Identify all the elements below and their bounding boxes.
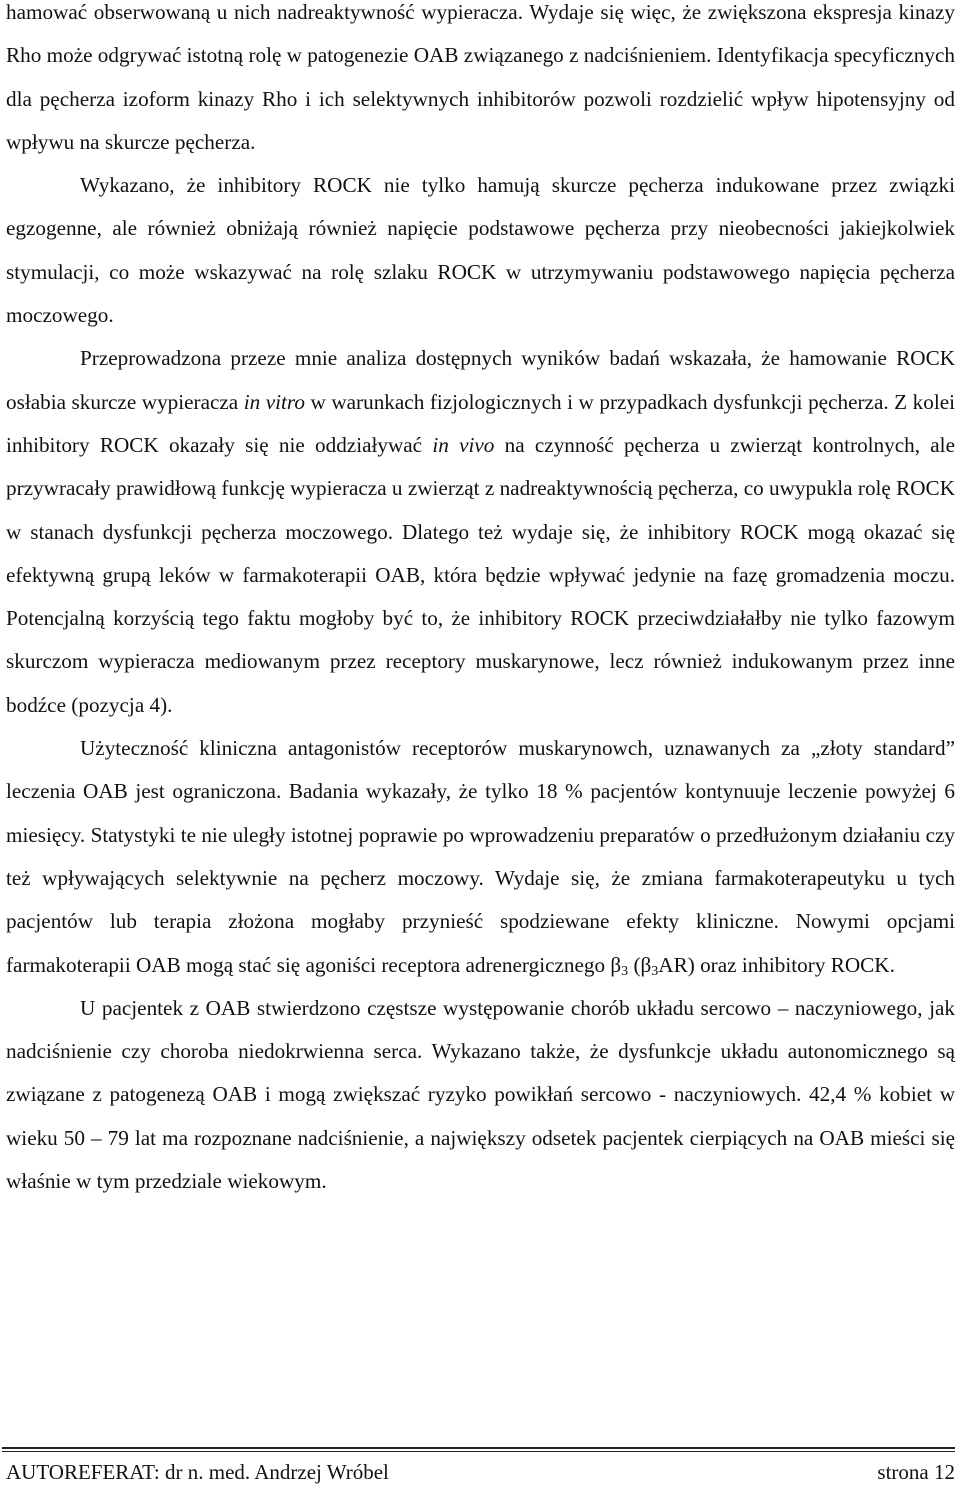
- paragraph-cardiovascular: [6, 987, 955, 1203]
- paragraph-analysis: [6, 337, 955, 727]
- document-body: [6, 0, 955, 1203]
- footer-divider: [2, 1447, 955, 1449]
- italic-term: in vivo: [432, 432, 495, 457]
- subscript: 3: [621, 963, 629, 979]
- text-run: Przeprowadzona przeze mnie analiza dostępnych wyników badań wskazała, że hamowanie ROCK osłabia skurcze wypieracza: [6, 346, 955, 414]
- text-run: AR) oraz inhibitory ROCK.: [658, 952, 895, 977]
- text-run: hamować obserwowaną u nich nadreaktywność wypieracza. Wydaje się więc, że zwiększona ekspresja kinazy Rho może odgrywać istotną rolę w patogenezie OAB związanego z nadciśnieniem. Identyfikacja specyficznych dla pęcherza izoform kinazy Rho i ich selektywnych inhibitorów pozwoli rozdzielić wpływ hipotensyjny od wpływu na skurcze pęcherza.: [6, 0, 955, 154]
- paragraph-rock-inhibitors: [6, 164, 955, 337]
- text-run: na czynność pęcherza u zwierząt kontrolnych, ale przywracały prawidłową funkcję wypieracza u zwierząt z nadreaktywnością pęcherza, co uwypukla rolę ROCK w stanach dysfunkcji pęcherza moczowego. Dlatego też wydaje się, że inhibitory ROCK mogą okazać się efektywną grupą leków w farmakoterapii OAB, która będzie wpływać jedynie na fazę gromadzenia moczu. Potencjalną korzyścią tego faktu mogłoby być to, że inhibitory ROCK przeciwdziałałby nie tylko fazowym skurczom wypieracza mediowanym przez receptory muskarynowe, lecz również indukowanym przez inne bodźce (pozycja 4).: [6, 432, 955, 717]
- text-run: Wykazano, że inhibitory ROCK nie tylko hamują skurcze pęcherza indukowane przez związki egzogenne, ale również obniżają również napięcie podstawowe pęcherza przy nieobecności jakiejkolwiek stymulacji, co może wskazywać na rolę szlaku ROCK w utrzymywaniu podstawowego napięcia pęcherza moczowego.: [6, 173, 955, 328]
- page-number: strona 12: [877, 1460, 955, 1484]
- text-run: (β: [628, 952, 652, 977]
- text-run: U pacjentek z OAB stwierdzono częstsze występowanie chorób układu sercowo – naczyniowego, jak nadciśnienie czy choroba niedokrwienna serca. Wykazano także, że dysfunkcje układu autonomicznego są związane z patogenezą OAB i mogą zwiększać ryzyko powikłań sercowo - naczyniowych. 42,4 % kobiet w wieku 50 – 79 lat ma rozpoznane nadciśnienie, a największy odsetek pacjentek cierpiących na OAB mieści się właśnie w tym przedziale wiekowym.: [6, 995, 955, 1194]
- subscript: 3: [651, 963, 659, 979]
- page-footer: [6, 1459, 955, 1485]
- text-run: Użyteczność kliniczna antagonistów receptorów muskarynowch, uznawanych za „złoty standard” leczenia OAB jest ograniczona. Badania wykazały, że tylko 18 % pacjentów kontynuuje leczenie powyżej 6 miesięcy. Statystyki te nie uległy istotnej poprawie po wprowadzeniu preparatów o przedłużonym działaniu czy też wpływających selektywnie na pęcherz moczowy. Wydaje się, że zmiana farmakoterapeutyku u tych pacjentów lub terapia złożona mogłaby przynieść spodziewane efekty kliniczne. Nowymi opcjami farmakoterapii OAB mogą stać się agoniści receptora adrenergicznego β: [6, 736, 955, 977]
- text-run: w warunkach fizjologicznych i w przypadkach dysfunkcji pęcherza. Z kolei inhibitory ROCK okazały się nie oddziaływać: [6, 389, 956, 457]
- paragraph-continuation: [6, 0, 955, 164]
- italic-term: in vitro: [243, 389, 305, 414]
- footer-divider-thin: [2, 1451, 955, 1452]
- footer-author: AUTOREFERAT: dr n. med. Andrzej Wróbel: [6, 1460, 389, 1484]
- paragraph-clinical-utility: [6, 727, 955, 987]
